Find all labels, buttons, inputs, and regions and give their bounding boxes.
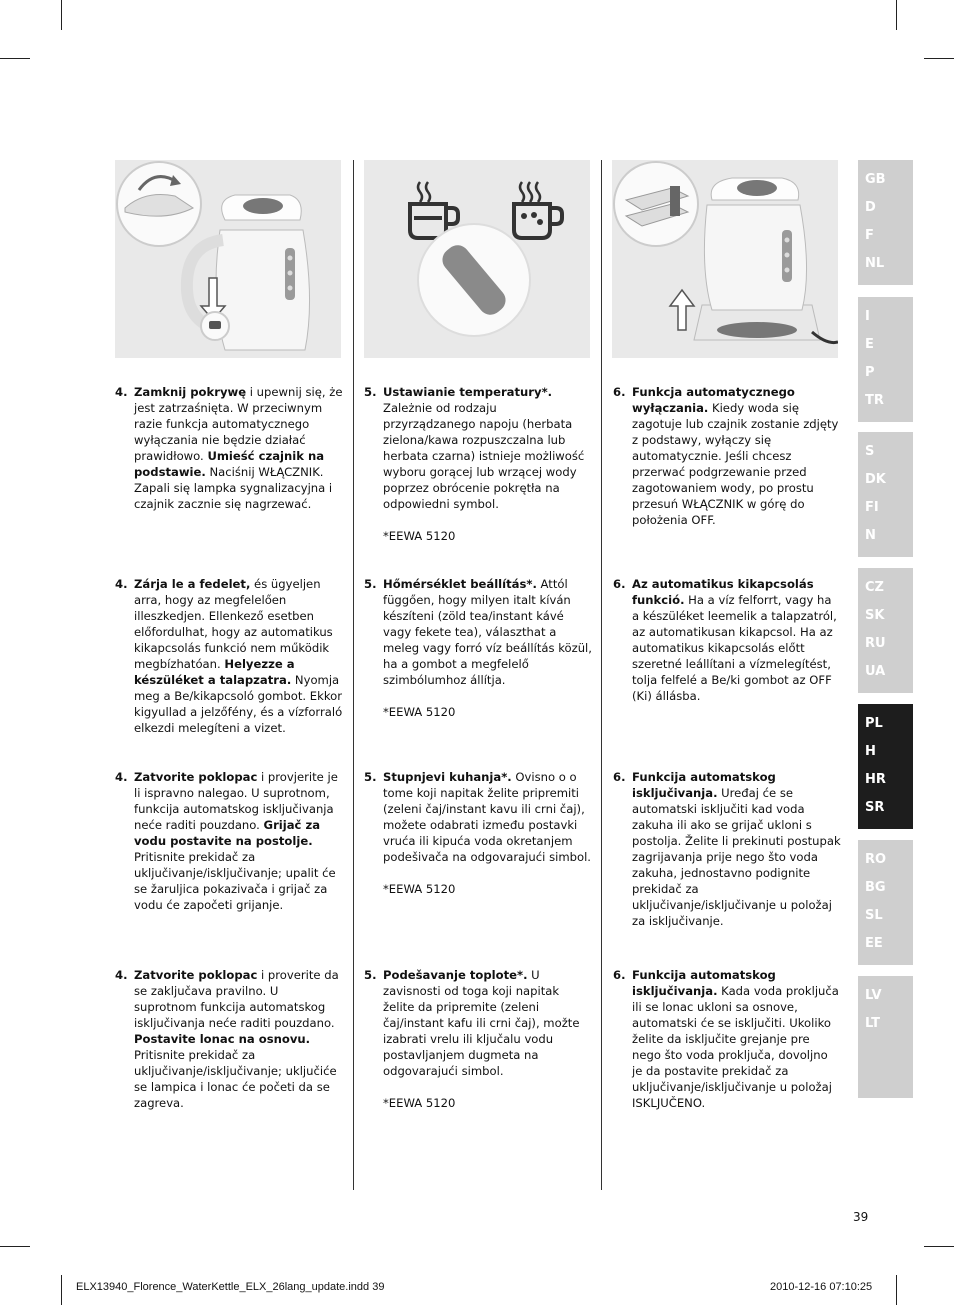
- step-emphasis: Zatvorite poklopac: [134, 968, 258, 982]
- step-emphasis: Funkcija automatskog isključivanja.: [632, 770, 776, 800]
- language-code: FI: [865, 500, 879, 515]
- step-emphasis: Umieść czajnik na podstawie.: [134, 449, 325, 479]
- step-text: [383, 769, 592, 865]
- step-run: i proverite da se zaključava pravilno. U suprotnom funkcija automatskog isključivanja neće raditi pouzdano.: [134, 968, 339, 1030]
- crop-mark: [61, 0, 62, 30]
- language-code: DK: [865, 472, 886, 487]
- step-hr-5: [364, 769, 592, 897]
- step-number: 5.: [364, 385, 377, 399]
- step-number: 4.: [115, 770, 128, 784]
- language-code: RU: [865, 636, 886, 651]
- language-code: N: [865, 528, 876, 543]
- step-emphasis: Hőmérséklet beállítás*.: [383, 577, 537, 591]
- language-tab-group[interactable]: [858, 297, 913, 422]
- step-hr-6: [613, 769, 841, 929]
- step-sr-4: [115, 967, 343, 1111]
- illustration-temperature-dial: [364, 160, 590, 358]
- step-emphasis: Az automatikus kikapcsolás funkció.: [632, 577, 814, 607]
- model-note: *EEWA 5120: [383, 705, 456, 719]
- illustration-auto-off: [612, 160, 838, 358]
- language-code: H: [865, 744, 876, 759]
- step-number: 5.: [364, 968, 377, 982]
- step-number: 4.: [115, 968, 128, 982]
- step-sr-6: [613, 967, 841, 1111]
- model-note: *EEWA 5120: [383, 529, 456, 543]
- step-run: Ovisno o o tome koji napitak želite pripremiti (zeleni čaj/instant kavu ili crni čaj), možete odabrati između postavki vruća ili kipuća voda okretanjem podešivača na odgovarajući simbol.: [383, 770, 591, 864]
- step-pl-6: [613, 384, 841, 528]
- language-tab-group[interactable]: [858, 432, 913, 557]
- step-number: 6.: [613, 968, 626, 982]
- step-run: Pritisnite prekidač za uključivanje/isključivanje; uključiće se lampica i lonac će početi da se zagreva.: [134, 1048, 337, 1110]
- step-run: Pritisnite prekidač za uključivanje/isključivanje; upalit će se žaruljica pokazivača i grijač za vodu će započeti grijanje.: [134, 850, 336, 912]
- step-emphasis: Stupnjevi kuhanja*.: [383, 770, 512, 784]
- step-run: Uređaj će se automatski isključiti kad voda zakuha ili ako se grijač ukloni s postolja. Želite li prekinuti postupak zagrijavanja prije nego što voda zakuha, jednostavno podignite prekidač za uključivanje/isključivanje u položaj za isključivanje.: [632, 786, 841, 928]
- step-emphasis: Zamknij pokrywę: [134, 385, 247, 399]
- language-code: LV: [865, 988, 882, 1003]
- language-code: E: [865, 337, 874, 352]
- footer-file: ELX13940_Florence_WaterKettle_ELX_26lang_update.indd 39: [76, 1281, 385, 1293]
- language-code: EE: [865, 936, 883, 951]
- language-code: GB: [865, 172, 886, 187]
- step-text: [134, 769, 343, 913]
- step-number: 5.: [364, 770, 377, 784]
- step-run: Naciśnij WŁĄCZNIK. Zapali się lampka sygnalizacyjna i czajnik zacznie się nagrzewać.: [134, 465, 333, 511]
- language-code: SK: [865, 608, 885, 623]
- step-number: 6.: [613, 770, 626, 784]
- step-emphasis: Ustawianie temperatury*.: [383, 385, 553, 399]
- language-code: LT: [865, 1016, 880, 1031]
- illustration-kettle-lid: [115, 160, 341, 358]
- step-pl-5: [364, 384, 592, 544]
- language-code: SL: [865, 908, 883, 923]
- crop-mark: [924, 58, 954, 59]
- footer-date: 2010-12-16 07:10:25: [770, 1281, 873, 1293]
- step-text: [632, 769, 841, 929]
- step-run: i upewnij się, że jest zatrzaśnięta. W przeciwnym razie funkcja automatycznego wyłączania nie będzie działać prawidłowo.: [134, 385, 343, 463]
- step-run: Attól függően, hogy milyen italt kíván készíteni (zöld tea/instant kávé vagy fekete tea), választhat a meleg vagy forró víz beállítás közül, ha a gombot a megfelelő szimbólumhoz állítja.: [383, 577, 592, 687]
- step-run: U zavisnosti od toga koji napitak želite da pripremite (zeleni čaj/instant kafu ili crni čaj), možte izabrati vrelu ili ključalu vodu postavljanjem dugmeta na odgovarajući simbol.: [383, 968, 580, 1078]
- language-code: PL: [865, 716, 883, 731]
- crop-mark: [0, 1246, 30, 1247]
- step-sr-5: [364, 967, 592, 1111]
- language-code: I: [865, 309, 870, 324]
- language-code: P: [865, 365, 875, 380]
- step-number: 5.: [364, 577, 377, 591]
- crop-mark: [896, 1275, 897, 1305]
- language-code: BG: [865, 880, 886, 895]
- step-emphasis: Funkcija automatskog isključivanja.: [632, 968, 776, 998]
- crop-mark: [896, 0, 897, 30]
- language-tab-group[interactable]: [858, 704, 913, 829]
- crop-mark: [924, 1246, 954, 1247]
- language-tab-group[interactable]: [858, 840, 913, 965]
- page-number: 39: [853, 1210, 869, 1224]
- step-number: 6.: [613, 577, 626, 591]
- language-code: TR: [865, 393, 884, 408]
- step-text: [632, 576, 841, 704]
- step-emphasis: Zárja le a fedelet,: [134, 577, 251, 591]
- step-text: [383, 576, 592, 688]
- model-note: *EEWA 5120: [383, 1096, 456, 1110]
- step-hu-4: [115, 576, 343, 736]
- step-run: Zależnie od rodzaju przyrządzanego napoju (herbata zielona/kawa rozpuszczalna lub herbata czarna) istnieje możliwość wyboru gorącej lub wrzącej wody poprzez obrócenie pokrętła na odpowiedni symbol.: [383, 401, 585, 511]
- step-run: i provjerite je li ispravno nalegao. U suprotnom, funkcija automatskog isključivanja neće raditi pouzdano.: [134, 770, 338, 832]
- step-pl-4: [115, 384, 343, 512]
- column-divider: [353, 160, 354, 1190]
- language-code: D: [865, 200, 876, 215]
- language-code: NL: [865, 256, 885, 271]
- step-emphasis: Helyezze a készüléket a talapzatra.: [134, 657, 295, 687]
- column-divider: [601, 160, 602, 1190]
- step-text: [383, 967, 592, 1079]
- step-run: Kiedy woda się zagotuje lub czajnik zostanie zdjęty z podstawy, wyłączy się automatycznie. Jeśli chcesz przerwać podgrzewanie przed zagotowaniem wody, po prostu przesuń WŁĄCZNIK w górę do położenia OFF.: [632, 401, 839, 527]
- step-hu-5: [364, 576, 592, 720]
- step-text: [134, 384, 343, 512]
- step-run: és ügyeljen arra, hogy az megfelelően illeszkedjen. Ellenkező esetben előfordulhat, hogy az automatikus kikapcsolás funkció nem működik megbízhatóan.: [134, 577, 333, 671]
- language-code: S: [865, 444, 875, 459]
- step-emphasis: Podešavanje toplote*.: [383, 968, 528, 982]
- step-hr-4: [115, 769, 343, 913]
- step-run: Nyomja meg a Be/kikapcsoló gombot. Ekkor kigyullad a jelzőfény, és a vízforraló elkezdi melegíteni a vizet.: [134, 673, 343, 735]
- step-emphasis: Postavite lonac na osnovu.: [134, 1032, 311, 1046]
- language-code: RO: [865, 852, 887, 867]
- step-emphasis: Zatvorite poklopac: [134, 770, 258, 784]
- step-number: 4.: [115, 577, 128, 591]
- language-tab-group[interactable]: [858, 976, 913, 1098]
- language-code: HR: [865, 772, 886, 787]
- crop-mark: [0, 58, 30, 59]
- step-text: [632, 967, 841, 1111]
- language-tab-group[interactable]: [858, 160, 913, 285]
- step-emphasis: Grijač za vodu postavite na postolje.: [134, 818, 321, 848]
- language-code: SR: [865, 800, 885, 815]
- language-tab-group[interactable]: [858, 568, 913, 693]
- step-hu-6: [613, 576, 841, 704]
- step-run: Ha a víz felforrt, vagy ha a készüléket leemelik a talapzatról, az automatikusan kikapcsol. Ha az automatikus kikapcsolás előtt szeretné leállítani a vízmelegítést, tolja felfelé a Be/ki gombot az OFF (Ki) állásba.: [632, 593, 837, 703]
- step-text: [383, 384, 592, 512]
- language-code: UA: [865, 664, 886, 679]
- crop-mark: [61, 1275, 62, 1305]
- step-emphasis: Funkcja automatycznego wyłączania.: [632, 385, 795, 415]
- step-number: 4.: [115, 385, 128, 399]
- step-text: [134, 967, 343, 1111]
- language-code: F: [865, 228, 874, 243]
- step-number: 6.: [613, 385, 626, 399]
- step-text: [632, 384, 841, 528]
- language-code: CZ: [865, 580, 884, 595]
- model-note: *EEWA 5120: [383, 882, 456, 896]
- step-run: Kada voda proključa ili se lonac ukloni sa osnove, automatski će se isključiti. Ukoliko želite da isključite grejanje pre nego što voda proključa, dovoljno je da postavite prekidač za uključivanje/isključivanje u položaj ISKLJUČENO.: [632, 984, 839, 1110]
- step-text: [134, 576, 343, 736]
